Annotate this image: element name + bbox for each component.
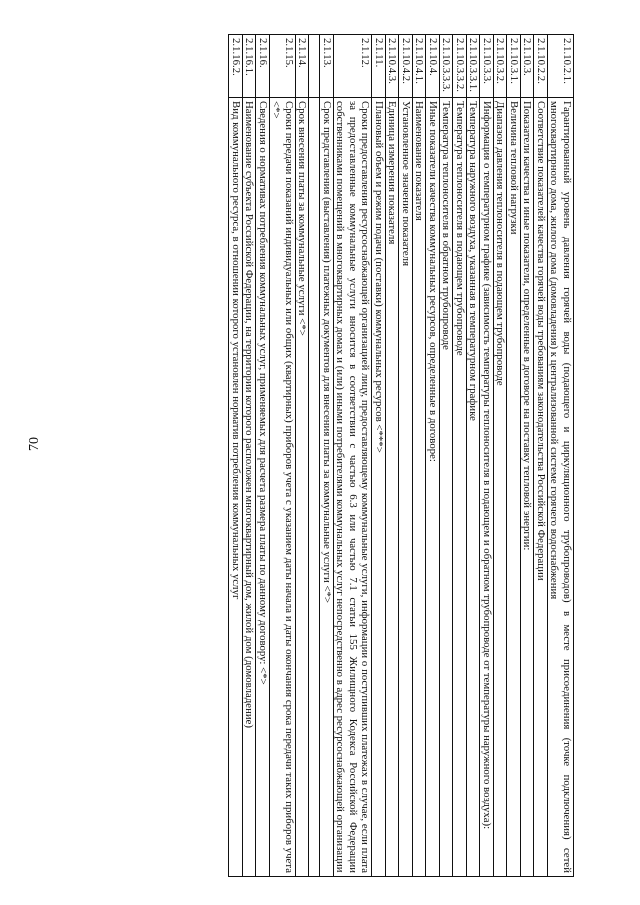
row-text: Срок внесения платы за коммунальные услуги <*> [296,98,310,877]
row-text: Наименование субъекта Российской Федерации, на территории которого расположен многоквартирный дом, жилой дом (домовладение) [243,98,257,877]
row-text: Единица измерения показателя [386,98,400,877]
table-row [270,35,296,877]
row-text: Величина тепловой нагрузки [507,98,521,877]
table-row [296,35,310,877]
row-text: Соответствие показателей качества горячей воды требованиям законодательства Российской Федерации [534,98,548,877]
row-number: 2.1.15. [270,35,296,98]
table-row [372,35,386,877]
row-text: Температура теплоносителя в обратном трубопроводе [440,98,454,877]
row-number: 2.1.10.3.3. [480,35,494,98]
table-row [399,35,413,877]
row-text: Показатели качества и иные показатели, определенные в договоре на поставку тепловой энергии: [521,98,535,877]
table-row [507,35,521,877]
row-text: Срок представления (выставления) платежных документов для внесения платы за коммунальные услуги <*> [320,98,334,877]
table-row [243,35,257,877]
row-text: Вид коммунального ресурса, в отношении которого установлен норматив потребления коммунальных услуг [229,98,243,877]
row-number: 2.1.14. [296,35,310,98]
row-number: 2.1.10.3.3.1. [467,35,481,98]
table-row [229,35,243,877]
row-text: Плановый объем и режим подачи (поставки) коммунальных ресурсов <***> [372,98,386,877]
page-number: 70 [27,437,42,451]
row-text: Сроки передачи показаний индивидуальных или общих (квартирных) приборов учета с указанием даты начала и даты окончания срока передачи таких приборов учета <*> [270,98,296,877]
row-number: 2.1.10.3.3.3. [440,35,454,98]
row-number: 2.1.11. [372,35,386,98]
row-text: Сроки предоставления ресурсоснабжающей организацией лицу, предоставляющему коммунальные услуги, информации о поступивших платежах в случае, если плата за предоставленные коммунальные услуги вносится в соответствии с частью 6.3 или частью 7.1 статьи 155 Жилищного Кодекса Российской Федерации собственниками помещений в многоквартирных домах и (или) иными потребителями коммунальных услуг непосредственно в адрес ресурсоснабжающей организации [334,98,373,877]
row-number: 2.1.10.3. [521,35,535,98]
row-number: 2.1.10.4.3. [386,35,400,98]
row-number: 2.1.16.1. [243,35,257,98]
row-number: 2.1.10.2.2. [534,35,548,98]
row-text: Температура теплоносителя в подающем трубопроводе [453,98,467,877]
row-number: 2.1.10.3.1. [507,35,521,98]
row-text: Установленное значение показателя [399,98,413,877]
table-row [426,35,440,877]
row-text: Наименование показателя [413,98,427,877]
table-row [494,35,508,877]
row-number: 2.1.10.4.1. [413,35,427,98]
row-text: Сведения о нормативах потребления коммунальных услуг, применяемых для расчета размера платы по данному договору: <*> [256,98,270,877]
table-row [309,35,320,877]
row-number: 2.1.12. [334,35,373,98]
table-row [440,35,454,877]
table-row [467,35,481,877]
row-number: 2.1.13. [320,35,334,98]
table-row [320,35,334,877]
table-row [256,35,270,877]
row-number: 2.1.16. [256,35,270,98]
table-row [413,35,427,877]
contract-terms-table [229,34,575,877]
table-row [548,35,574,877]
row-number: 2.1.10.4.2. [399,35,413,98]
table-row [534,35,548,877]
row-text: Гарантированный уровень давления горячей воды (подающего и циркуляционного трубопроводов) в месте присоединения (точке подключения) сетей многоквартирного дома, жилого дома (домовладения) к централизованной системе горячего водоснабжения [548,98,574,877]
row-text: Информация о температурном графике (зависимость температуры теплоносителя в подающем и обратном трубопроводе от температуры наружного воздуха): [480,98,494,877]
table-row [386,35,400,877]
row-text [309,98,320,877]
row-number: 2.1.16.2. [229,35,243,98]
row-number: 2.1.10.2.1. [548,35,574,98]
row-text: Иные показатели качества коммунальных ресурсов, определенные в договоре: [426,98,440,877]
row-text: Диапазон давления теплоносителя в подающем трубопроводе [494,98,508,877]
row-number: 2.1.10.3.2. [494,35,508,98]
rotated-table-container [52,34,574,876]
table-row [521,35,535,877]
row-number: 2.1.10.3.3.2. [453,35,467,98]
table-row [334,35,373,877]
table-row [453,35,467,877]
table-row [480,35,494,877]
row-text: Температура наружного воздуха, указанная в температурном графике [467,98,481,877]
row-number: 2.1.10.4. [426,35,440,98]
row-number [309,35,320,98]
